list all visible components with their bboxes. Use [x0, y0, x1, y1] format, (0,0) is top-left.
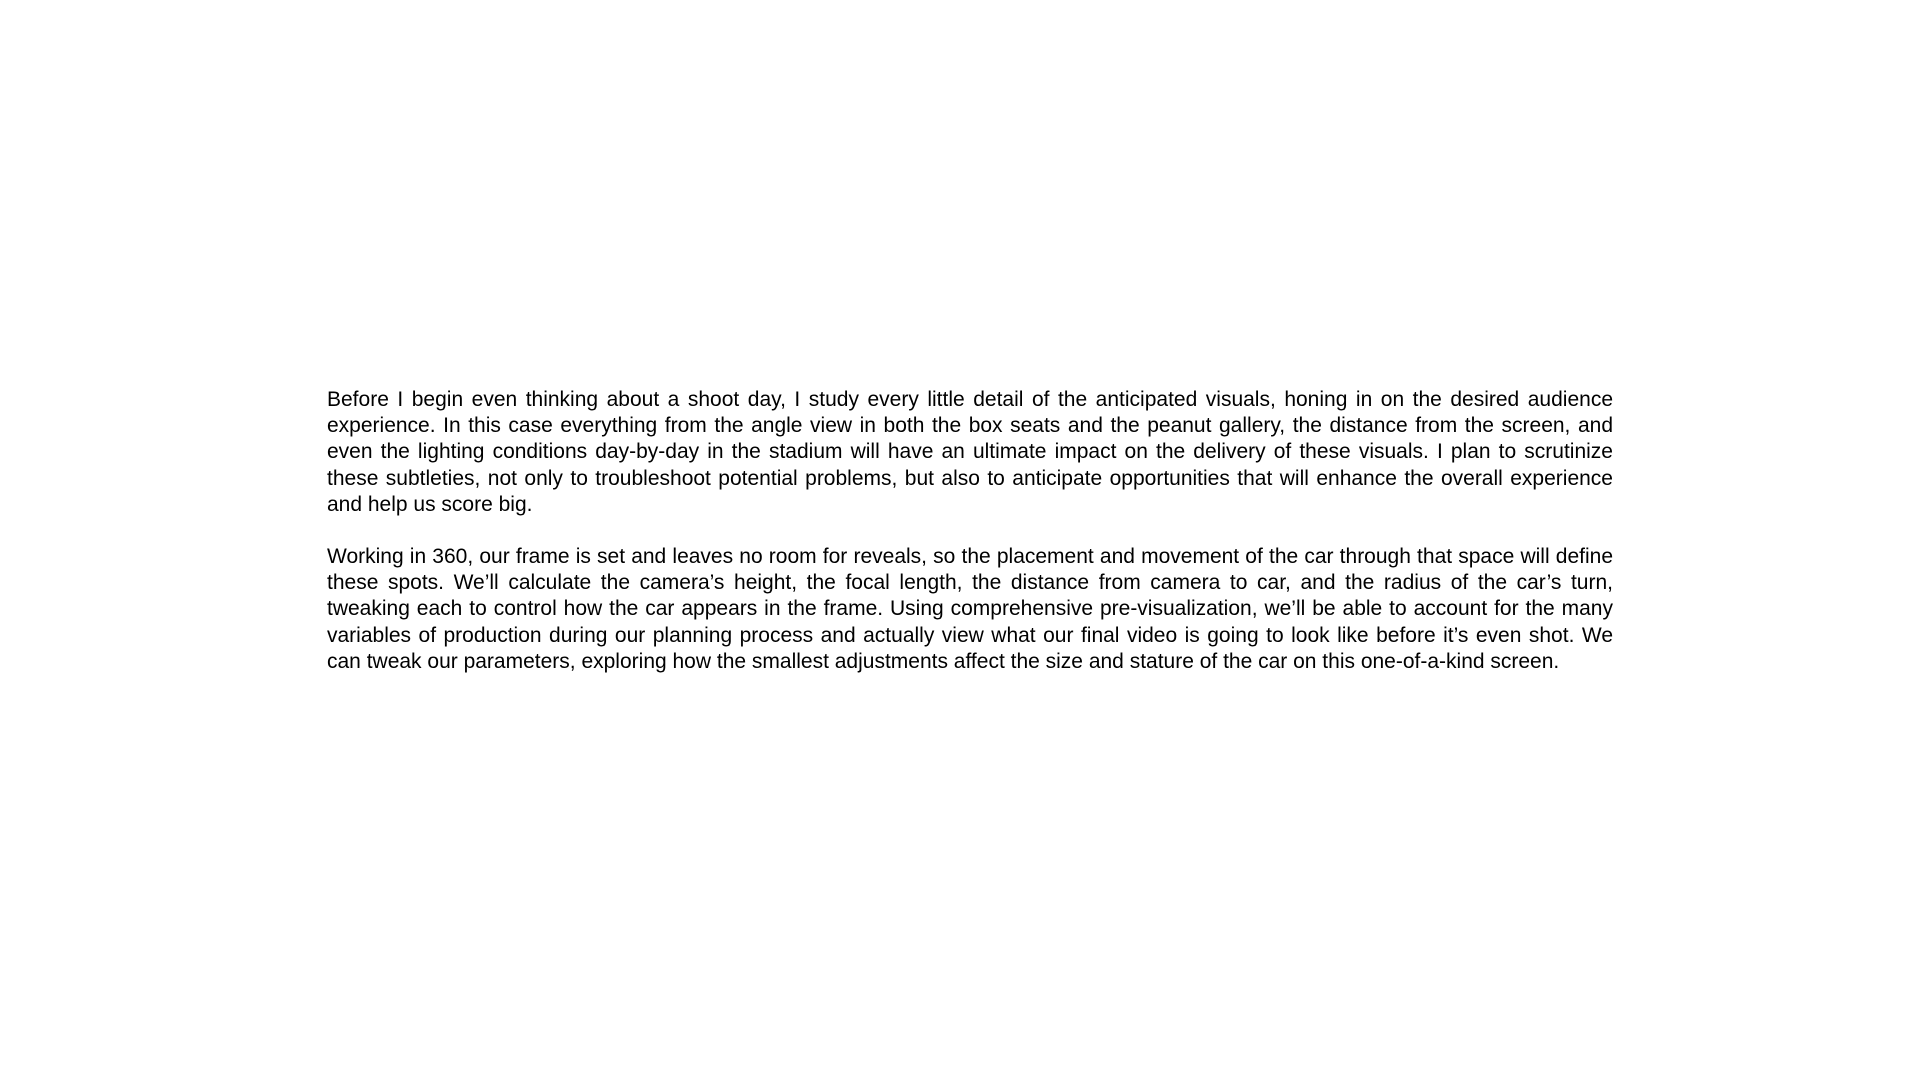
- body-text: [327, 387, 1613, 675]
- paragraph-360-planning: Working in 360, our frame is set and leaves no room for reveals, so the placement and movement of the car through that space will define these spots. We’ll calculate the camera’s height, the focal length, the distance from camera to car, and the radius of the car’s turn, tweaking each to control how the car appears in the frame. Using comprehensive pre-visualization, we’ll be able to account for the many variables of production during our planning process and actually view what our final video is going to look like before it’s even shot. We can tweak our parameters, exploring how the smallest adjustments affect the size and stature of the car on this one-of-a-kind screen.: [327, 545, 1613, 673]
- paragraph-shoot-preparation: Before I begin even thinking about a shoot day, I study every little detail of the anticipated visuals, honing in on the desired audience experience. In this case everything from the angle view in both the box seats and the peanut gallery, the distance from the screen, and even the lighting conditions day-by-day in the stadium will have an ultimate impact on the delivery of these visuals. I plan to scrutinize these subtleties, not only to troubleshoot potential problems, but also to anticipate opportunities that will enhance the overall experience and help us score big.: [327, 388, 1613, 516]
